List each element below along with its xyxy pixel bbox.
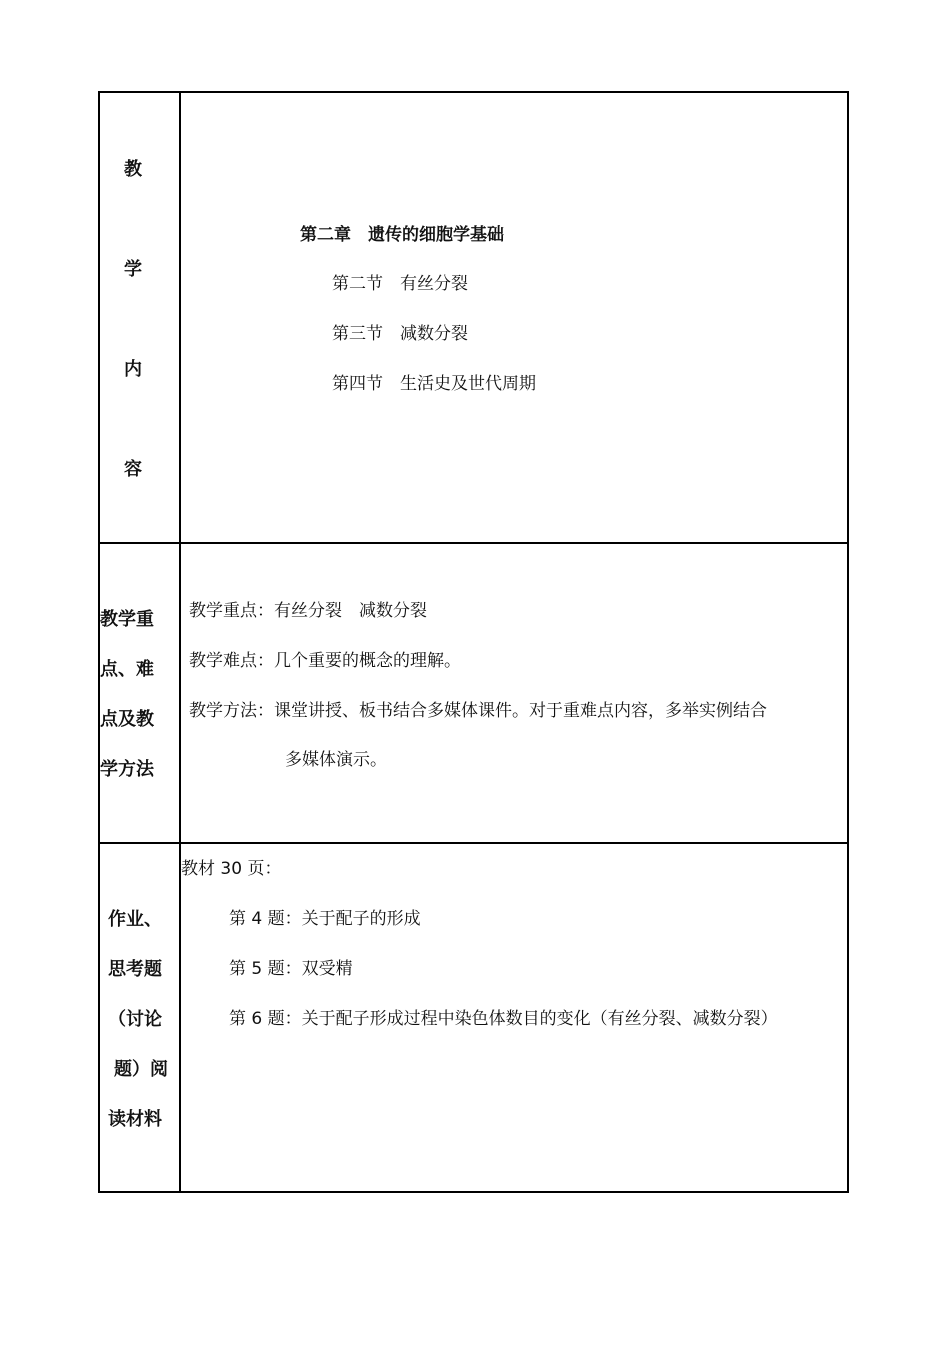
row3-label-line: （讨论 (108, 1009, 162, 1030)
section-item: 第二节 有丝分裂 (332, 274, 468, 294)
row3-label-line: 读材料 (108, 1109, 162, 1130)
homework-item: 第 5 题：双受精 (229, 959, 353, 979)
homework-item: 第 6 题：关于配子形成过程中染色体数目的变化（有丝分裂、减数分裂） (229, 1009, 778, 1029)
row2-label-line: 点及教 (100, 709, 154, 730)
row2-label-line: 学方法 (100, 759, 154, 780)
chapter-title: 第二章 遗传的细胞学基础 (300, 225, 504, 245)
row3-label-line: 题）阅 (114, 1059, 168, 1080)
teaching-difficulty: 教学难点：几个重要的概念的理解。 (189, 651, 461, 671)
homework-intro: 教材 30 页： (181, 859, 282, 879)
row-divider (100, 542, 847, 544)
section-item: 第三节 减数分裂 (332, 324, 468, 344)
section-item: 第四节 生活史及世代周期 (332, 374, 536, 394)
row3-label-line: 作业、 (108, 909, 162, 930)
teaching-method: 教学方法：课堂讲授、板书结合多媒体课件。对于重难点内容，多举实例结合 (189, 701, 767, 721)
row1-label-char: 教 (124, 159, 142, 180)
row2-label-line: 教学重 (100, 609, 154, 630)
row1-label-char: 内 (124, 359, 142, 380)
homework-item: 第 4 题：关于配子的形成 (229, 909, 421, 929)
lesson-plan-table (98, 91, 849, 1193)
row2-label-line: 点、难 (100, 659, 154, 680)
row-divider (100, 842, 847, 844)
row1-label-char: 学 (124, 259, 142, 280)
teaching-focus: 教学重点：有丝分裂 减数分裂 (189, 601, 427, 621)
row1-label-char: 容 (124, 459, 142, 480)
teaching-method-continued: 多媒体演示。 (285, 750, 387, 770)
row3-label-line: 思考题 (108, 959, 162, 980)
column-divider (179, 93, 181, 1191)
